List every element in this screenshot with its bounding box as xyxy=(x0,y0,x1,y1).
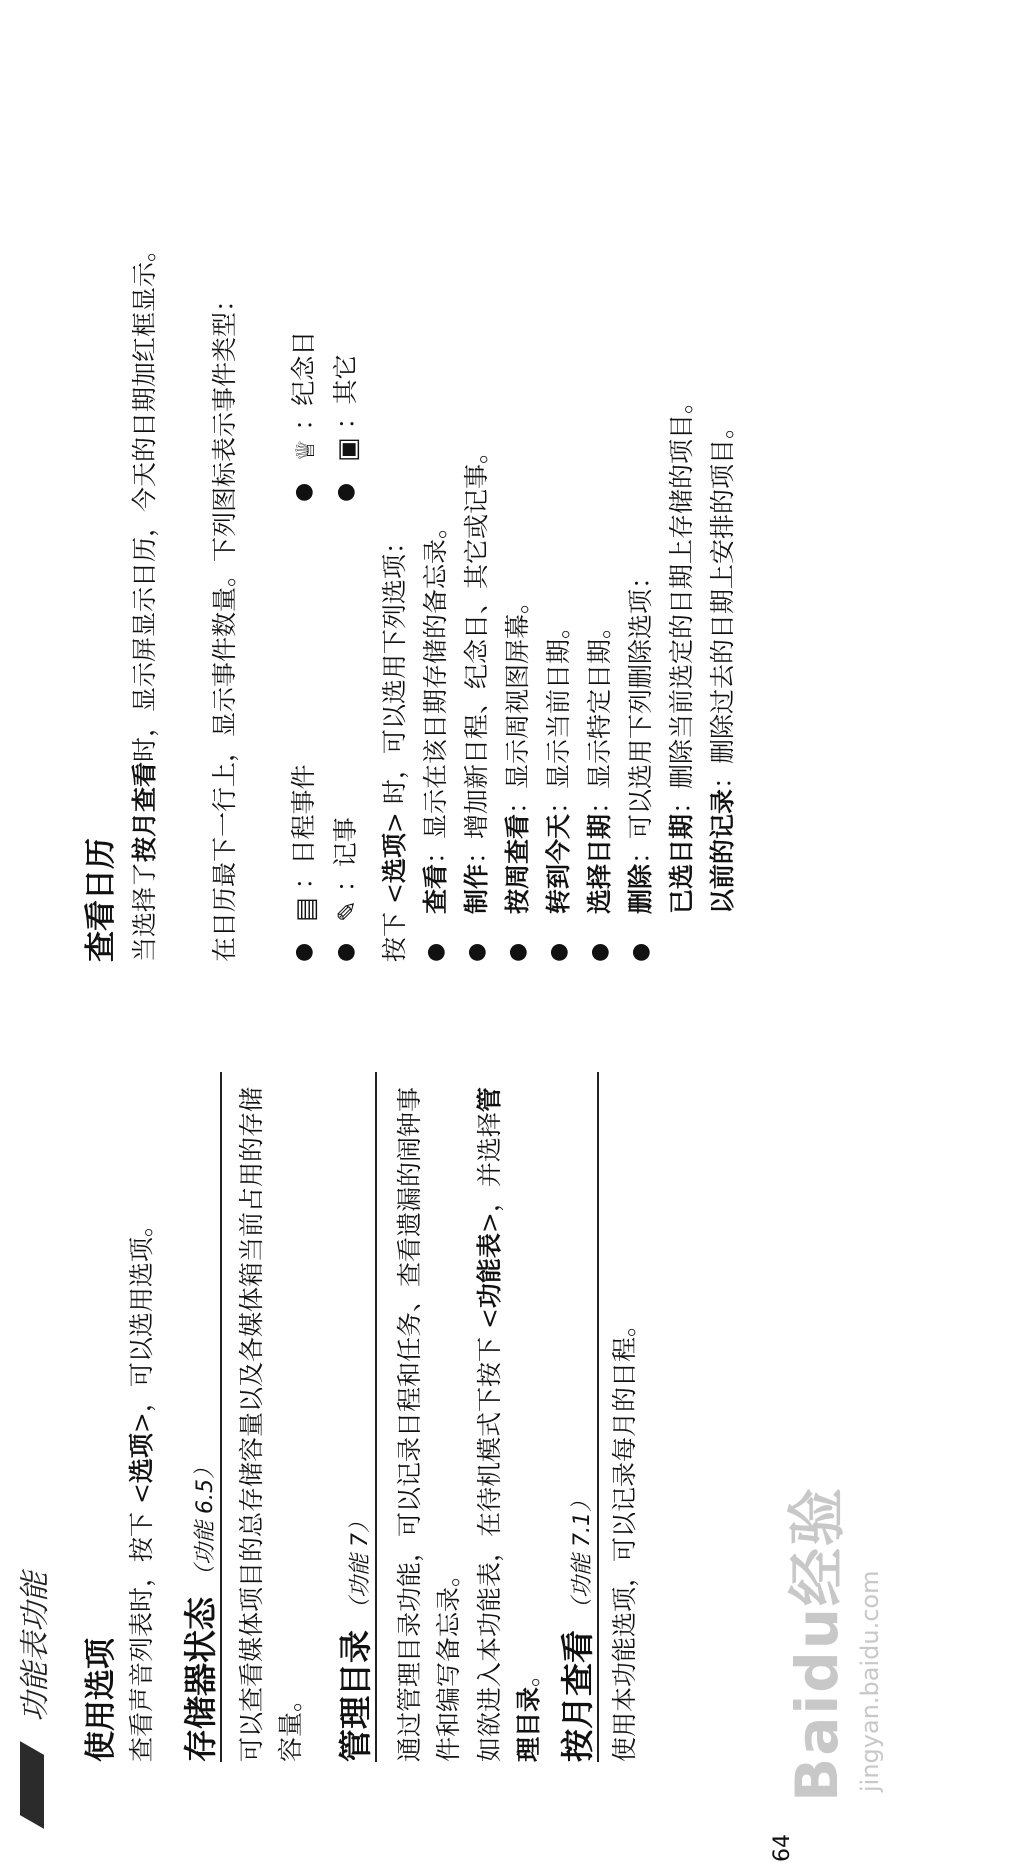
storage-status-section xyxy=(175,1072,222,1762)
event-icon-list xyxy=(283,102,367,962)
watermark-url: jingyan.baidu.com xyxy=(856,1570,884,1792)
month-view-body: 使用本功能选项，可以记录每月的日程。 xyxy=(610,1311,639,1762)
bullet-icon: ● xyxy=(333,482,358,502)
option-term: 按周查看 xyxy=(503,813,532,914)
bullet-icon: ● xyxy=(628,942,653,962)
list-item xyxy=(325,102,367,962)
section-divider xyxy=(597,1072,599,1762)
bullet-icon: ● xyxy=(464,942,489,962)
event-count-body: 在日历最下一行上，显示事件数量。下列图标表示事件类型： xyxy=(210,286,239,962)
calendar-body: 当选择了按月查看时，显示屏显示日历，今天的日期加红框显示。 xyxy=(130,236,159,962)
organizer-access-body: 如欲进入本功能表，在待机模式下按下 <功能表>，并选择管理目录。 xyxy=(475,1087,543,1762)
option-desc: ：显示当前日期。 xyxy=(544,613,573,814)
bullet-icon: ● xyxy=(546,942,571,962)
list-item xyxy=(497,102,538,962)
list-item xyxy=(283,102,325,962)
page-number: 64 xyxy=(770,1834,795,1862)
list-item xyxy=(702,102,743,962)
list-item xyxy=(620,102,661,962)
schedule-label: ：日程事件 xyxy=(289,764,318,890)
memo-icon: ✎ xyxy=(332,900,363,922)
anniversary-icon: ♕ xyxy=(290,438,321,462)
option-desc: ：显示特定日期。 xyxy=(585,613,614,814)
option-desc: ：显示在该日期存储的备忘录。 xyxy=(421,513,450,864)
page-header-title: 功能表功能 xyxy=(18,1572,53,1722)
option-term: 以前的记录 xyxy=(708,788,737,914)
storage-status-ref: （功能 6.5） xyxy=(193,1457,218,1587)
option-desc: ：增加新日程、纪念日、其它或记事。 xyxy=(462,438,491,864)
option-term: 查看 xyxy=(421,863,450,914)
list-item xyxy=(538,102,579,962)
page-header xyxy=(10,1572,54,1762)
option-term: 删除 xyxy=(626,863,655,914)
storage-status-title: 存储器状态 xyxy=(181,1597,220,1762)
month-view-section xyxy=(552,1072,599,1762)
options-list xyxy=(415,102,743,962)
other-label: ：其它 xyxy=(331,354,360,430)
other-icon: ▣ xyxy=(332,437,363,462)
option-desc: ：可以选用下列删除选项： xyxy=(626,563,655,864)
list-item xyxy=(579,102,620,962)
organizer-title: 管理目录 xyxy=(336,1630,375,1762)
usage-options-body: 查看声音列表时，按下 <选项>，可以选用选项。 xyxy=(127,1212,156,1762)
storage-status-body: 可以查看媒体项目的总存储容量以及各媒体箱当前占用的存储容量。 xyxy=(237,1086,305,1762)
option-desc: ：删除过去的日期上安排的项目。 xyxy=(708,413,737,789)
usage-options-heading: 使用选项 xyxy=(83,1638,119,1762)
bullet-icon: ● xyxy=(291,482,316,502)
list-item xyxy=(456,102,497,962)
section-divider xyxy=(375,1072,377,1762)
watermark-logo: Baidu经验 xyxy=(783,1485,851,1802)
option-term: 转到今天 xyxy=(544,813,573,914)
options-intro: 按下 <选项> 时，可以选用下列选项： xyxy=(380,529,409,962)
calendar-heading: 查看日历 xyxy=(83,838,119,962)
organizer-section xyxy=(330,1072,377,1762)
month-view-ref: （功能 7.1） xyxy=(570,1490,595,1620)
month-view-title: 按月查看 xyxy=(558,1630,597,1762)
schedule-icon: ▤ xyxy=(290,897,321,922)
memo-label: ：记事 xyxy=(331,817,360,893)
bullet-icon: ● xyxy=(291,942,316,962)
option-desc: ：删除当前选定的日期上存储的项目。 xyxy=(667,388,696,814)
anniversary-label: ：纪念日 xyxy=(289,330,318,431)
option-term: 制作 xyxy=(462,863,491,914)
bullet-icon: ● xyxy=(333,942,358,962)
option-term: 已选日期 xyxy=(667,813,696,914)
header-bar xyxy=(20,1741,44,1829)
section-divider xyxy=(220,1072,222,1762)
organizer-ref: （功能 7） xyxy=(348,1511,373,1620)
list-item xyxy=(661,102,702,962)
bullet-icon: ● xyxy=(587,942,612,962)
bullet-icon: ● xyxy=(505,942,530,962)
option-desc: ：显示周视图屏幕。 xyxy=(503,588,532,814)
option-term: 选择日期 xyxy=(585,813,614,914)
organizer-body: 通过管理目录功能，可以记录日程和任务、查看遗漏的闹钟事件和编写备忘录。 xyxy=(395,1086,463,1762)
bullet-icon: ● xyxy=(423,942,448,962)
list-item xyxy=(415,102,456,962)
